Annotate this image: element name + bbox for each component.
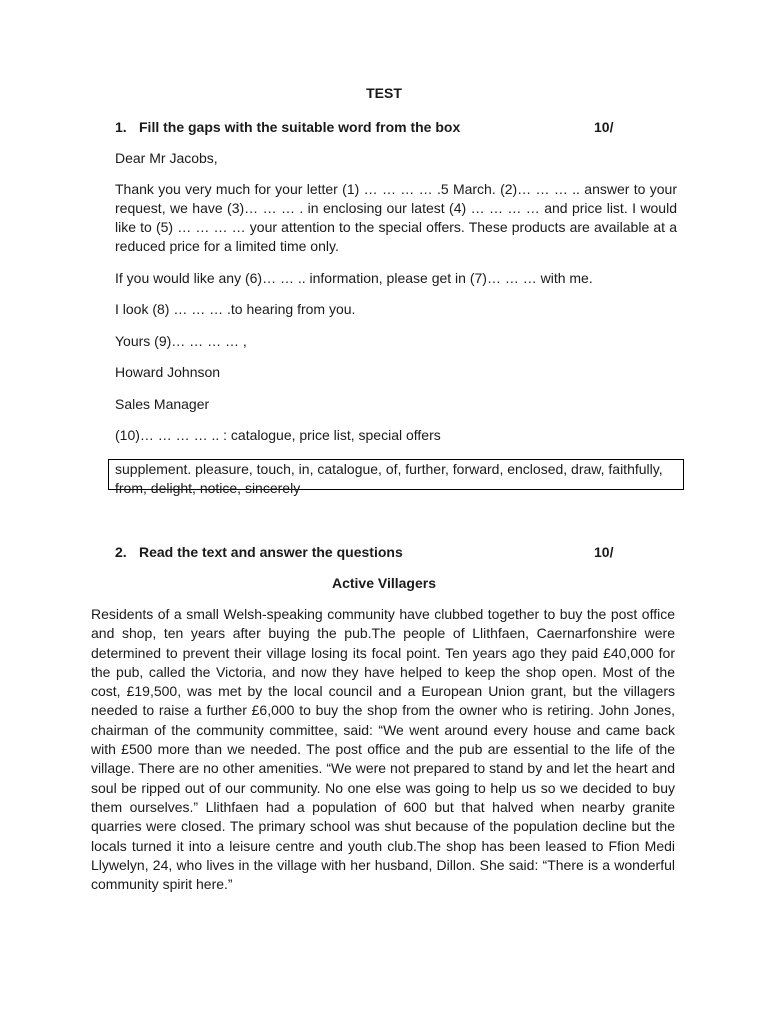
signature-title: Sales Manager: [115, 396, 210, 412]
section-2-number: 2.: [115, 544, 127, 560]
section-1-number: 1.: [115, 119, 127, 135]
article-text: Residents of a small Welsh-speaking community have clubbed together to buy the post office and shop, ten years after buying the pub.The people of Llithfaen, Caernarfonshire were determined to prevent their village losing its focal point. Ten years ago they paid £40,000 for the pub, called the Victoria, and now they have helped to keep the shop open. Most of the cost, £19,500, was met by the local council and a European Union grant, but the villagers needed to raise a further £6,000 to buy the shop from the owner who is retiring. John Jones, chairman of the community committee, said: “We went around every house and came back with £500 more than we needed. The post office and the pub are essential to the life of the village. There are no other amenities. “We were not prepared to stand by and let the heart and soul be ripped out of our community. No one else was going to help us so we decided to buy them ourselves.” Llithfaen had a population of 600 but that halved when nearby granite quarries were closed. The primary school was shut because of the population decline but the locals turned it into a leisure centre and youth club.The shop has been leased to Ffion Medi Llywelyn, 24, who lives in the village with her husband, Dillon. She said: “There is a wonderful community spirit here.”: [91, 606, 675, 893]
enclosure-line: (10)… … … … .. : catalogue, price list, special offers: [115, 427, 441, 443]
letter-paragraph-3: I look (8) … … … .to hearing from you.: [115, 301, 356, 317]
section-2-heading: [115, 544, 635, 560]
word-box: supplement. pleasure, touch, in, catalogue, of, further, forward, enclosed, draw, faithfully, from, delight, notice, sincerely: [108, 459, 684, 490]
section-1-heading: [115, 119, 635, 135]
section-1-score: 10/: [594, 119, 614, 135]
letter-salutation: Dear Mr Jacobs,: [115, 150, 218, 166]
section-1-heading-text: Fill the gaps with the suitable word from the box: [139, 119, 461, 135]
letter-paragraph-2: If you would like any (6)… … .. information, please get in (7)… … … with me.: [115, 270, 593, 286]
section-2-score: 10/: [594, 544, 614, 560]
article-title: Active Villagers: [331, 575, 437, 591]
section-2-heading-text: Read the text and answer the questions: [139, 544, 403, 560]
letter-paragraph-1: Thank you very much for your letter (1) … … … … .5 March. (2)… … … .. answer to your request, we have (3)… … … . in enclosing our latest (4) … … … … and price list. I would like to (5) … … … … your attention to the special offers. These products are available at a reduced price for a limited time only.: [115, 181, 677, 254]
signature-name: Howard Johnson: [115, 364, 221, 380]
letter-closing: Yours (9)… … … … ,: [115, 333, 247, 349]
page-title: TEST: [366, 85, 402, 101]
